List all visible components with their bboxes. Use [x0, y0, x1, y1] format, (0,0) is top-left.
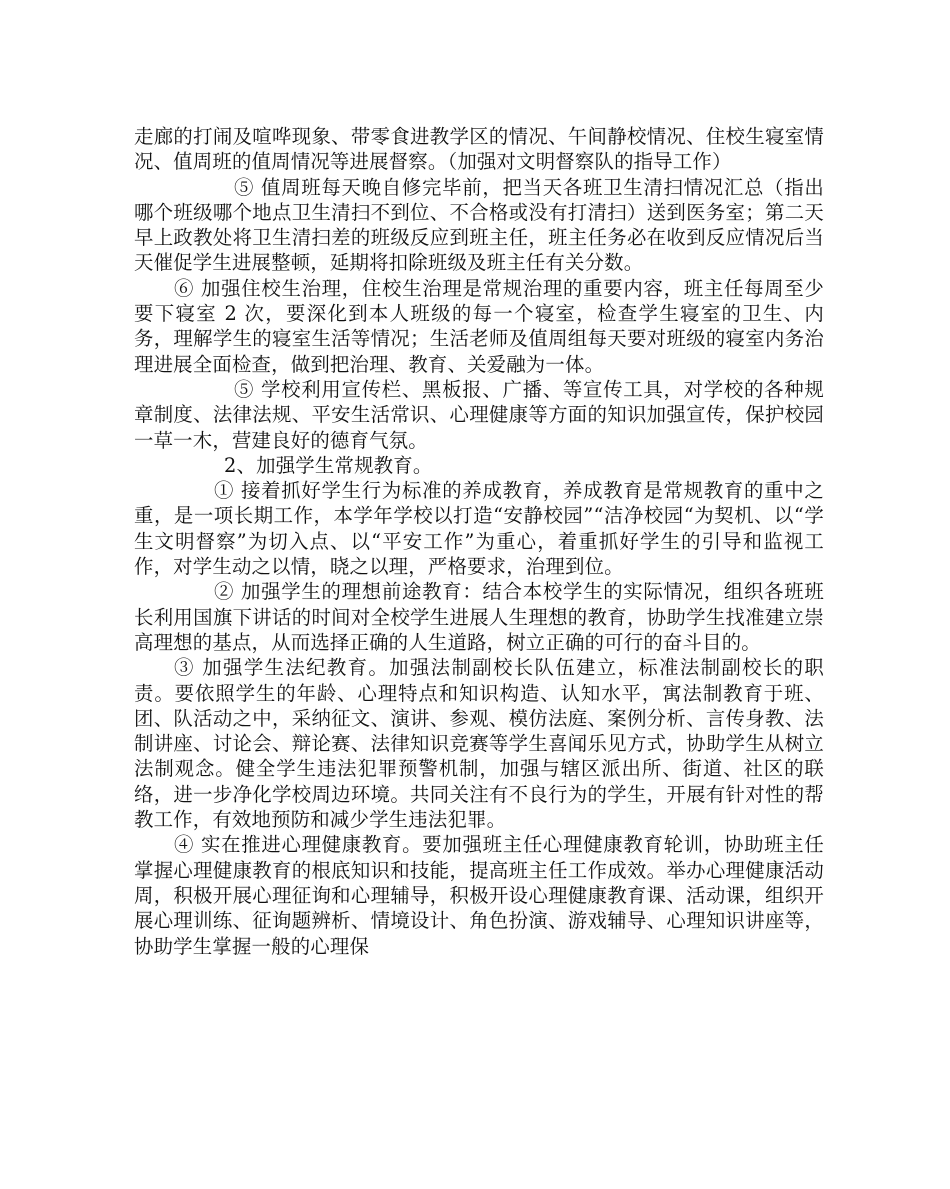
paragraph-item-6-boarding: ⑥ 加强住校生治理，住校生治理是常规治理的重要内容，班主任每周至少要下寝室 2 次，要深化到本人班级的每一个寝室，检查学生寝室的卫生、内务，理解学生的寝室生活等情况；生活老师及值周组每天要对班级的寝室内务治理进展全面检查，做到把治理、教育、关爱融为一体。: [134, 276, 824, 376]
paragraph-item-5-publicity: ⑤ 学校利用宣传栏、黑板报、广播、等宣传工具，对学校的各种规章制度、法律法规、平安生活常识、心理健康等方面的知识加强宣传，保护校园一草一木，营建良好的德育气氛。: [134, 377, 824, 452]
paragraph-continued: 走廊的打闹及喧哗现象、带零食进教学区的情况、午间静校情况、住校生寝室情况、值周班的值周情况等进展督察。（加强对文明督察队的指导工作）: [134, 125, 824, 174]
paragraph-item-4-mental-health: ④ 实在推进心理健康教育。要加强班主任心理健康教育轮训，协助班主任掌握心理健康教育的根底知识和技能，提高班主任工作成效。举办心理健康活动周，积极开展心理征询和心理辅导，积极开设心理健康教育课、活动课，组织开展心理训练、征询题辨析、情境设计、角色扮演、游戏辅导、心理知识讲座等，协助学生掌握一般的心理保: [134, 833, 824, 958]
document-body: [134, 124, 824, 959]
section-heading-2: 2、加强学生常规教育。: [224, 453, 433, 477]
paragraph-item-1-habits: ① 接着抓好学生行为标准的养成教育，养成教育是常规教育的重中之重，是一项长期工作，本学年学校以打造“安静校园”“洁净校园“为契机、以“学生文明督察”为切入点、以“平安工作”为重心，着重抓好学生的引导和监视工作，对学生动之以情，晓之以理，严格要求，治理到位。: [134, 479, 824, 579]
paragraph-item-3-law: ③ 加强学生法纪教育。加强法制副校长队伍建立，标准法制副校长的职责。要依照学生的年龄、心理特点和知识构造、认知水平，寓法制教育于班、团、队活动之中，采纳征文、演讲、参观、模仿法庭、案例分析、言传身教、法制讲座、讨论会、辩论赛、法律知识竞赛等学生喜闻乐见方式，协助学生从树立法制观念。健全学生违法犯罪预警机制，加强与辖区派出所、街道、社区的联络，进一步净化学校周边环境。共同关注有不良行为的学生，开展有针对性的帮教工作，有效地预防和减少学生违法犯罪。: [134, 656, 824, 832]
paragraph-item-5-duty-class: ⑤ 值周班每天晚自修完毕前，把当天各班卫生清扫情况汇总（指出哪个班级哪个地点卫生清扫不到位、不合格或没有打清扫）送到医务室；第二天早上政教处将卫生清扫差的班级反应到班主任，班主任务必在收到反应情况后当天催促学生进展整顿，延期将扣除班级及班主任有关分数。: [134, 175, 824, 275]
paragraph-item-2-ideals: ② 加强学生的理想前途教育：结合本校学生的实际情况，组织各班班长利用国旗下讲话的时间对全校学生进展人生理想的教育，协助学生找准建立崇高理想的基点，从而选择正确的人生道路，树立正确的可行的奋斗目的。: [134, 580, 824, 654]
